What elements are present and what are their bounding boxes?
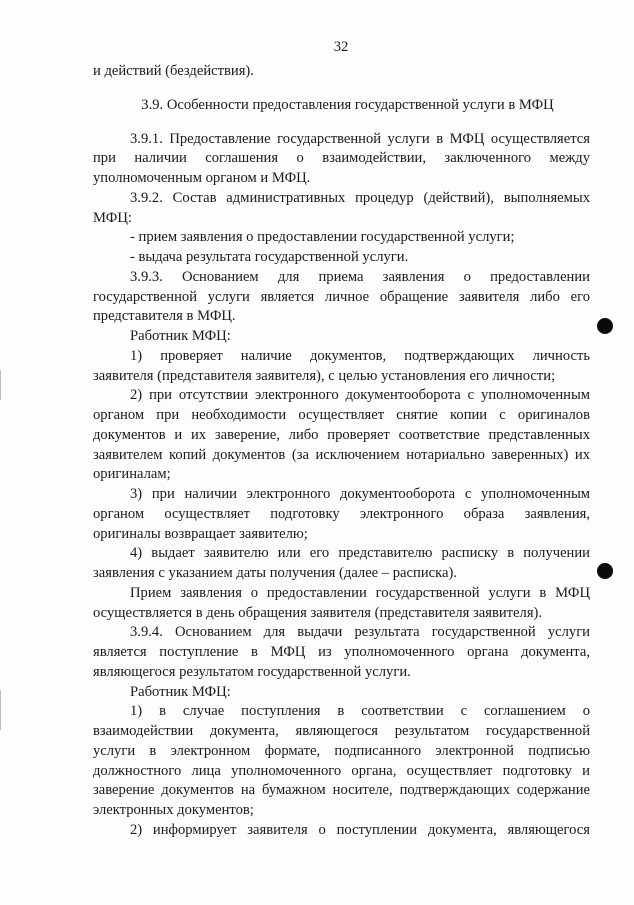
paragraph-3-9-2 [93, 189, 590, 268]
text-line: 1) проверяет наличие документов, подтверждающих личность [130, 347, 590, 364]
page-number: 32 [333, 39, 349, 55]
text-line: является поступление в МФЦ из уполномоченного органа документа, [93, 644, 590, 660]
text-line: должностного лица уполномоченного органа, осуществляет подготовку и [93, 762, 590, 779]
text-line: оригиналам; [93, 466, 171, 483]
paragraph-3-9-4 [93, 623, 590, 682]
text-line: органом осуществляет подготовку электронного образа заявления, [93, 505, 590, 522]
text-line: МФЦ: [93, 209, 132, 226]
text-line: органом при необходимости осуществляет снятие копии с оригиналов [93, 407, 590, 423]
text-line: при наличии соглашения о взаимодействии, заключенного между [93, 150, 590, 167]
text-line: государственной услуги является личное обращение заявителя либо его [93, 288, 590, 305]
text-line: взаимодействии документа, являющегося результатом государственной [93, 723, 590, 739]
text-line: 3) при наличии электронного документооборота с уполномоченным [130, 486, 590, 502]
text-line: заявления с указанием даты получения (далее – расписка). [93, 565, 457, 581]
text-line: заверение документов на бумажном носителе, подтверждающих содержание [93, 782, 590, 799]
text-line: Работник МФЦ: [130, 328, 231, 344]
text-line: 4) выдает заявителю или его представителю расписку в получении [130, 545, 590, 562]
text-line: 2) информирует заявителя о поступлении документа, являющегося [130, 821, 590, 838]
text-line: 3.9.2. Состав административных процедур (действий), выполняемых [130, 189, 590, 206]
text-line: документов и их заверение, либо проверяет соответствие представленных [93, 426, 590, 443]
text-line: являющегося результатом государственной услуги. [93, 663, 411, 680]
list-item-2 [93, 386, 590, 485]
text-line: заявителя (представителя заявителя), с целью установления его личности; [93, 367, 556, 384]
text-line: 2) при отсутствии электронного документооборота с уполномоченным [130, 387, 590, 404]
list-item-1 [93, 347, 590, 387]
text-line: 3.9.3. Основанием для приема заявления о предоставлении [130, 268, 590, 285]
scan-edge-mark [0, 690, 1, 730]
list-item-result-2 [93, 821, 590, 841]
text-line: Работник МФЦ: [130, 683, 231, 700]
punch-hole-mark [597, 563, 613, 579]
text-line: Прием заявления о предоставлении государственной услуги в МФЦ [130, 584, 590, 601]
text-line: 3.9.1. Предоставление государственной услуги в МФЦ осуществляется [130, 130, 590, 147]
text-line: заявителем копий документов (за исключением нотариально заверенных) их [93, 446, 590, 463]
section-heading: 3.9. Особенности предоставления государственной услуги в МФЦ [141, 96, 554, 113]
text-line: услуги в электронном формате, подписанного электронной подписью [93, 742, 590, 759]
text-line: уполномоченным органом и МФЦ. [93, 170, 311, 186]
punch-hole-mark [597, 318, 613, 334]
paragraph-3-9-3 [93, 268, 590, 327]
text-line: и действий (бездействия). [93, 63, 254, 79]
list-item-4 [93, 544, 590, 584]
list-item: - выдача результата государственной услуги. [130, 249, 409, 265]
list-item: - прием заявления о предоставлении государственной услуги; [130, 229, 515, 246]
text-line: оригиналы возвращает заявителю; [93, 525, 308, 542]
list-item-3 [93, 485, 590, 544]
paragraph-3-9-1 [93, 130, 590, 189]
text-line: электронных документов; [93, 802, 254, 818]
text-line: 1) в случае поступления в соответствии с соглашением о [130, 703, 590, 720]
text-line: осуществляется в день обращения заявителя (представителя заявителя). [93, 604, 543, 621]
text-line: представителя в МФЦ. [93, 308, 236, 325]
document-body [93, 62, 590, 841]
text-line: 3.9.4. Основанием для выдачи результата государственной услуги [130, 624, 590, 641]
list-item-result-1 [93, 702, 590, 821]
paragraph-reception [93, 584, 590, 624]
scan-edge-mark [0, 370, 1, 400]
